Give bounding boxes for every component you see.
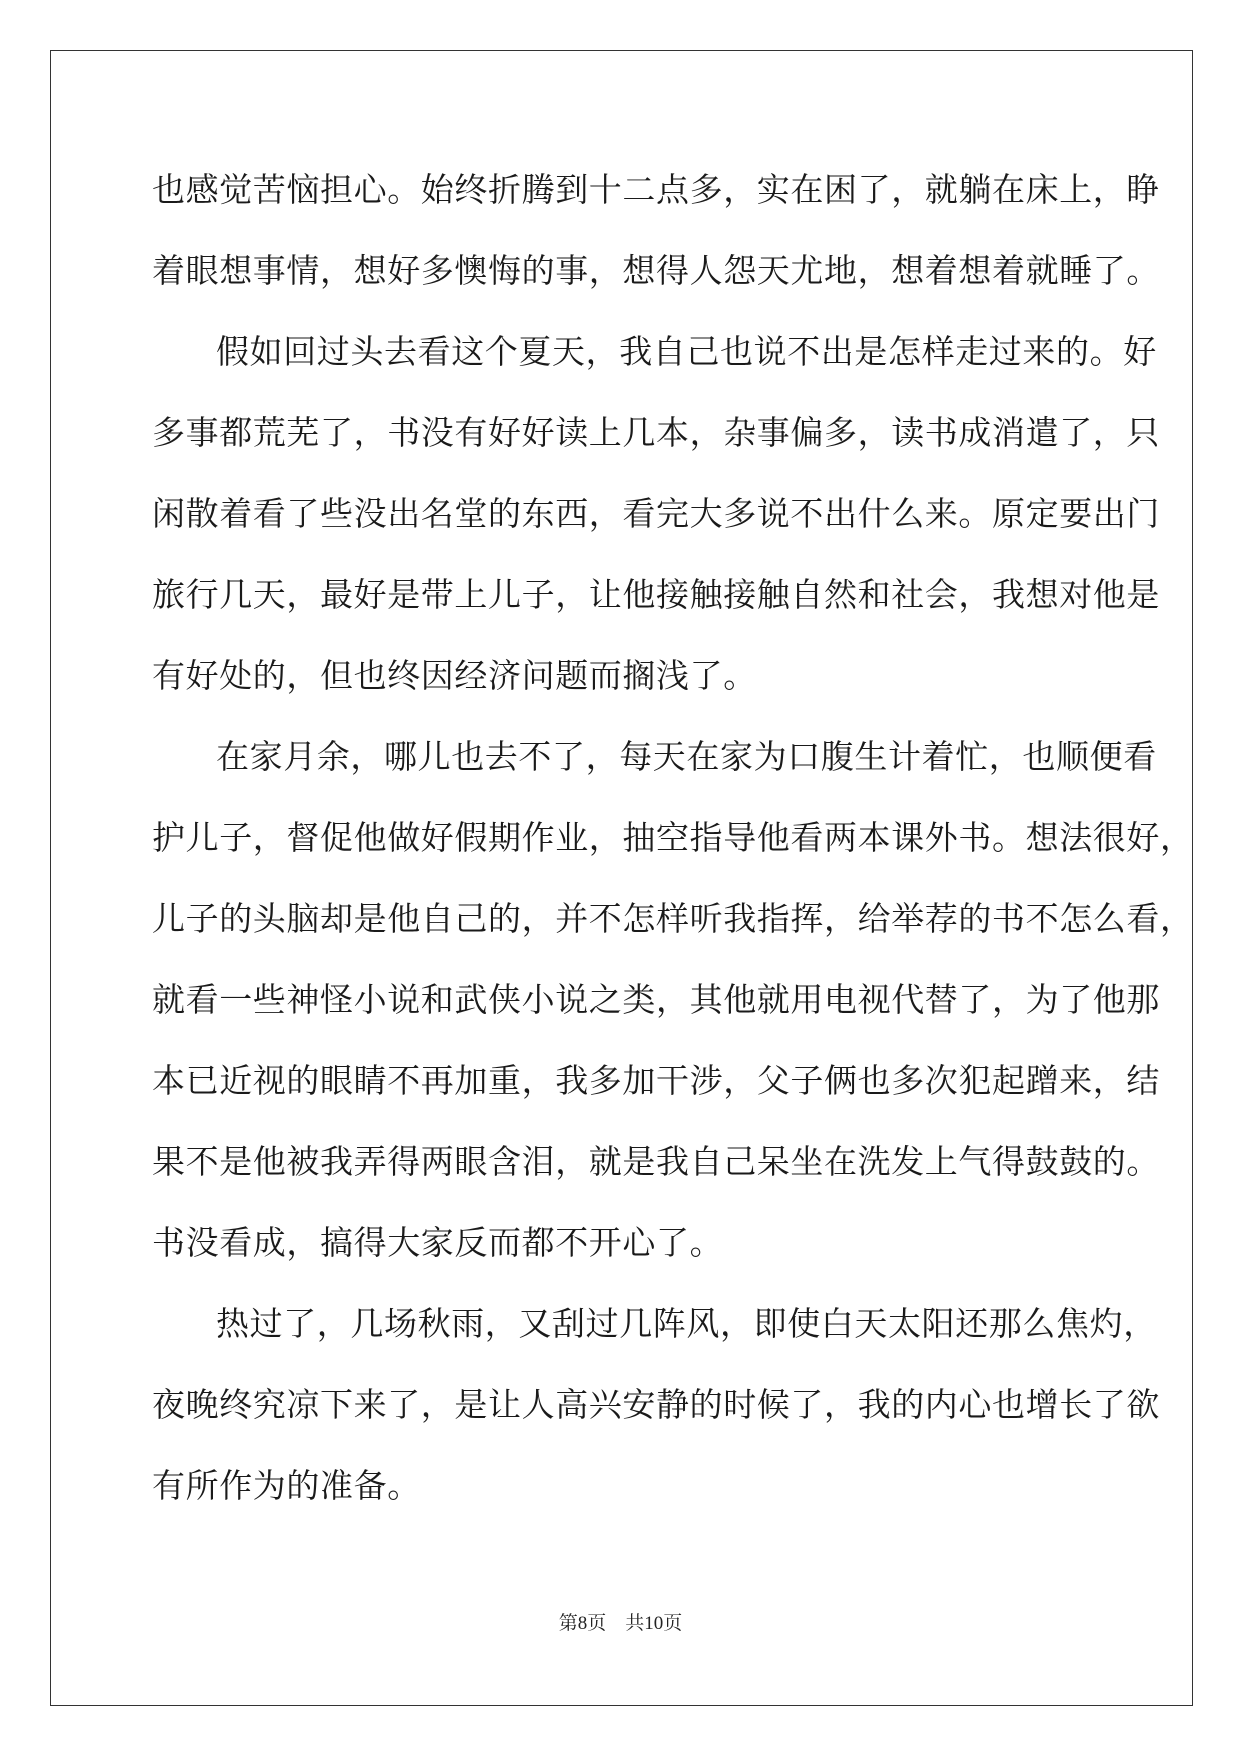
text-line: 夜晚终究凉下来了，是让人高兴安静的时候了，我的内心也增长了欲 (152, 1385, 1160, 1424)
text-line: 多事都荒芜了，书没有好好读上几本，杂事偏多，读书成消遣了，只 (152, 413, 1160, 452)
text-line: 本已近视的眼睛不再加重，我多加干涉，父子俩也多次犯起蹭来，结 (152, 1061, 1160, 1100)
text-line: 就看一些神怪小说和武侠小说之类，其他就用电视代替了，为了他那 (152, 980, 1160, 1019)
page-number-footer: 第8页 共10页 (558, 1613, 683, 1634)
text-line: 热过了，几场秋雨，又刮过几阵风，即使白天太阳还那么焦灼， (216, 1304, 1157, 1343)
text-line: 有所作为的准备。 (152, 1466, 421, 1505)
text-line: 闲散着看了些没出名堂的东西，看完大多说不出什么来。原定要出门 (152, 494, 1160, 533)
text-line: 有好处的，但也终因经济问题而搁浅了。 (152, 656, 757, 695)
text-line: 着眼想事情，想好多懊悔的事，想得人怨天尤地，想着想着就睡了。 (152, 251, 1160, 290)
text-line: 儿子的头脑却是他自己的，并不怎样听我指挥，给举荐的书不怎么看， (152, 899, 1194, 938)
text-line: 护儿子，督促他做好假期作业，抽空指导他看两本课外书。想法很好， (152, 818, 1194, 857)
document-body (152, 162, 1194, 1539)
text-line: 假如回过头去看这个夏天，我自己也说不出是怎样走过来的。好 (216, 332, 1157, 371)
text-line: 书没看成，搞得大家反而都不开心了。 (152, 1223, 724, 1262)
text-line: 旅行几天，最好是带上儿子，让他接触接触自然和社会，我想对他是 (152, 575, 1160, 614)
text-line: 果不是他被我弄得两眼含泪，就是我自己呆坐在洗发上气得鼓鼓的。 (152, 1142, 1160, 1181)
text-line: 也感觉苦恼担心。始终折腾到十二点多，实在困了，就躺在床上，睁 (152, 170, 1160, 209)
text-line: 在家月余，哪儿也去不了，每天在家为口腹生计着忙，也顺便看 (216, 737, 1157, 776)
